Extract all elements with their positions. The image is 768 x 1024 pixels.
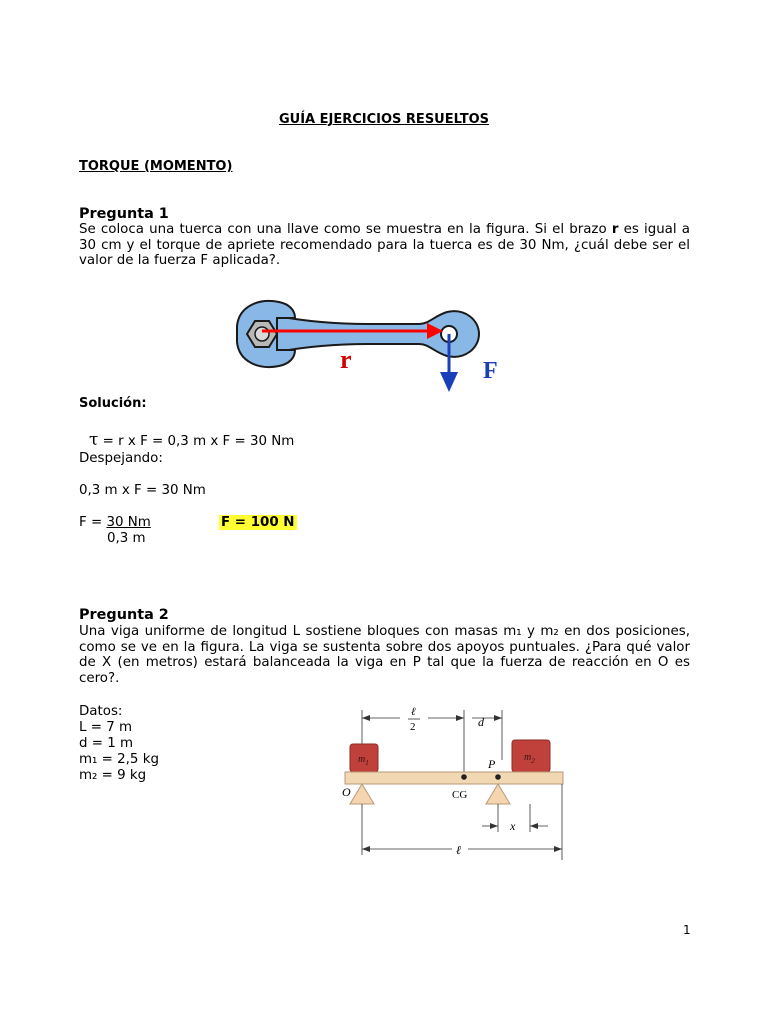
label-length: ℓ: [456, 843, 461, 857]
question-1-text-bold: r: [611, 222, 619, 237]
beam-figure: [330, 700, 580, 865]
data-item: d = 1 m: [79, 736, 134, 751]
label-CG: CG: [452, 789, 468, 801]
beam: [345, 772, 563, 784]
label-m2: $m_2$: [524, 752, 535, 765]
question-2-text: Una viga uniforme de longitud L sostiene bloques con masas m₁ y m₂ en dos posiciones, como se ve en la figura. La viga se sustenta sobre dos apoyos puntuales. ¿Para qué valor de X (en metros) estará balanceada la viga en P tal que la fuerza de reacción en O es cero?.: [79, 624, 690, 686]
question-2-heading: Pregunta 2: [79, 607, 169, 623]
data-title: Datos:: [79, 704, 123, 719]
label-x: x: [510, 819, 516, 833]
support-p: [486, 784, 510, 804]
cg-point: [461, 774, 467, 780]
question-1-text: [79, 222, 690, 269]
question-1-text-a: Se coloca una tuerca con una llave como se muestra en la figura. Si el brazo: [79, 222, 612, 237]
answer-text: F = 100 N: [221, 515, 295, 530]
support-o: [350, 784, 374, 804]
wrench-figure: [229, 290, 515, 396]
torque-equation: [89, 430, 295, 450]
label-d: d: [478, 715, 484, 729]
data-item: m₁ = 2,5 kg: [79, 752, 159, 767]
question-1-text-b: es igual a 30 cm y el torque de apriete recomendado para la tuerca es de 30 Nm, ¿cuál debe ser el valor de la fuerza F aplicada?.: [79, 222, 690, 268]
equation-2: 0,3 m x F = 30 Nm: [79, 483, 206, 498]
fraction-denominator: 0,3 m: [107, 531, 146, 546]
data-item: L = 7 m: [79, 720, 133, 735]
label-F: F: [483, 358, 498, 384]
page-number: 1: [683, 923, 691, 937]
label-m1: $m_1$: [358, 754, 369, 767]
torque-equation-rest: = r x F = 0,3 m x F = 30 Nm: [98, 434, 295, 449]
label-P: P: [488, 757, 496, 771]
tau-symbol: τ: [89, 430, 99, 450]
force-arrow-icon: [440, 372, 458, 392]
despejando-label: Despejando:: [79, 451, 163, 466]
document-title: GUÍA EJERCICIOS RESUELTOS: [278, 112, 490, 127]
f-equals: F =: [79, 515, 107, 530]
section-title: TORQUE (MOMENTO): [79, 159, 233, 174]
question-1-heading: Pregunta 1: [79, 206, 169, 222]
fraction-numerator: 30 Nm: [106, 515, 151, 530]
data-item: m₂ = 9 kg: [79, 768, 147, 783]
p-point: [495, 774, 501, 780]
label-O: O: [342, 785, 351, 799]
label-half-length-den: 2: [410, 721, 416, 733]
label-half-length-num: ℓ: [411, 706, 416, 718]
solution-heading: Solución:: [79, 396, 147, 411]
label-r: r: [340, 345, 352, 374]
fraction-line: [79, 515, 151, 531]
answer-highlight: [219, 515, 297, 531]
